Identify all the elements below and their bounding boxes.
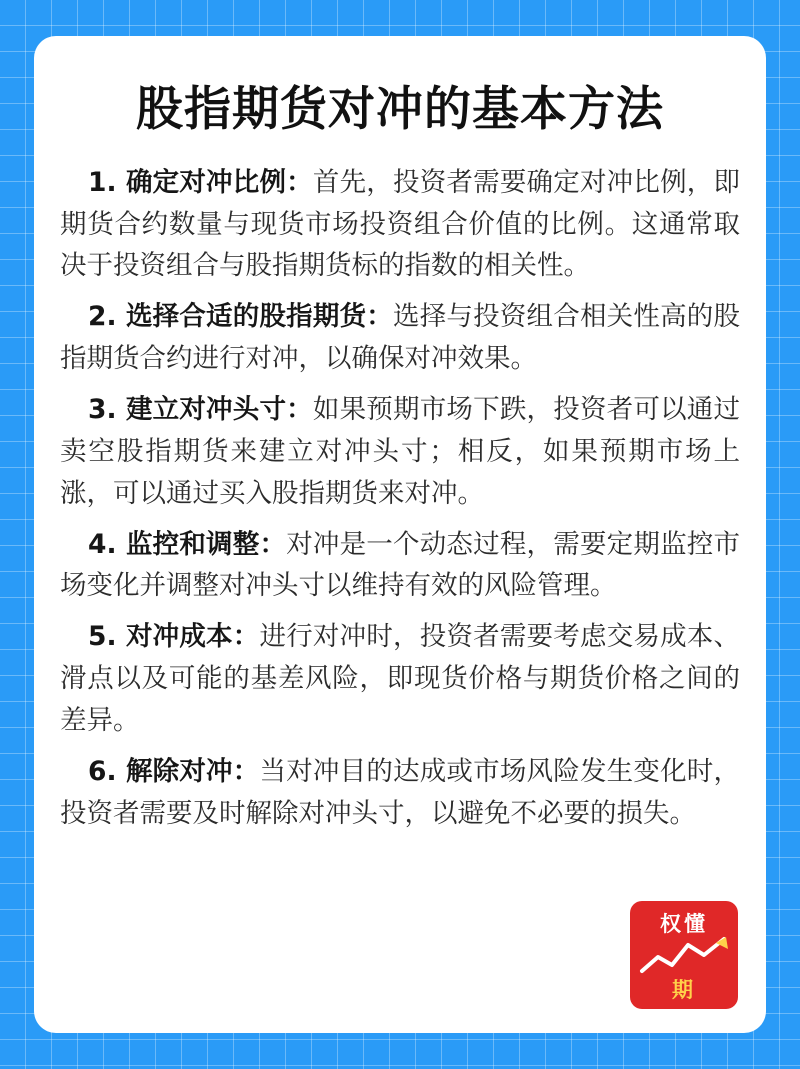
- logo-top-text: 权懂: [660, 912, 708, 936]
- paragraph-4-text: 对冲是一个动态过程，需要定期监控市场变化并调整对冲头寸以维持有效的风险管理。: [60, 528, 741, 602]
- line-chart-icon: [638, 933, 730, 979]
- paragraph-3-text: 如果预期市场下跌，投资者可以通过卖空股指期货来建立对冲头寸；相反，如果预期市场上涨，可以通过买入股指期货来对冲。: [60, 393, 740, 509]
- paragraph-2-text: 选择与投资组合相关性高的股指期货合约进行对冲，以确保对冲效果。: [60, 301, 741, 375]
- brand-logo: [630, 901, 738, 1009]
- paragraph-3: [60, 389, 740, 515]
- paragraph-5-text: 进行对冲时，投资者需要考虑交易成本、滑点以及可能的基差风险，即现货价格与期货价格之间的差异。: [60, 621, 741, 736]
- paragraph-6-text: 当对冲目的达成或市场风险发生变化时，投资者需要及时解除对冲头寸，以避免不必要的损失。: [60, 755, 741, 829]
- paragraph-2: [60, 296, 740, 380]
- page-title: 股指期货对冲的基本方法: [136, 82, 664, 137]
- logo-bottom-text: 期: [672, 978, 696, 1002]
- paragraph-4: [60, 524, 740, 608]
- paragraph-1-text: 首先，投资者需要确定对冲比例，即期货合约数量与现货市场投资组合价值的比例。这通常取决于投资组合与股指期货标的指数的相关性。: [60, 166, 740, 282]
- paragraph-3-lead: 3. 建立对冲头寸：: [88, 393, 313, 425]
- paragraph-5-lead: 5. 对冲成本：: [88, 621, 260, 653]
- paragraph-2-lead: 2. 选择合适的股指期货：: [88, 301, 394, 333]
- paragraph-1: [60, 162, 740, 288]
- content-card: [34, 36, 766, 1033]
- paragraph-5: [60, 616, 740, 742]
- paragraph-4-lead: 4. 监控和调整：: [88, 528, 287, 560]
- paragraph-6-lead: 6. 解除对冲：: [88, 755, 260, 787]
- paragraph-6: [60, 751, 740, 835]
- paragraph-1-lead: 1. 确定对冲比例：: [88, 166, 313, 198]
